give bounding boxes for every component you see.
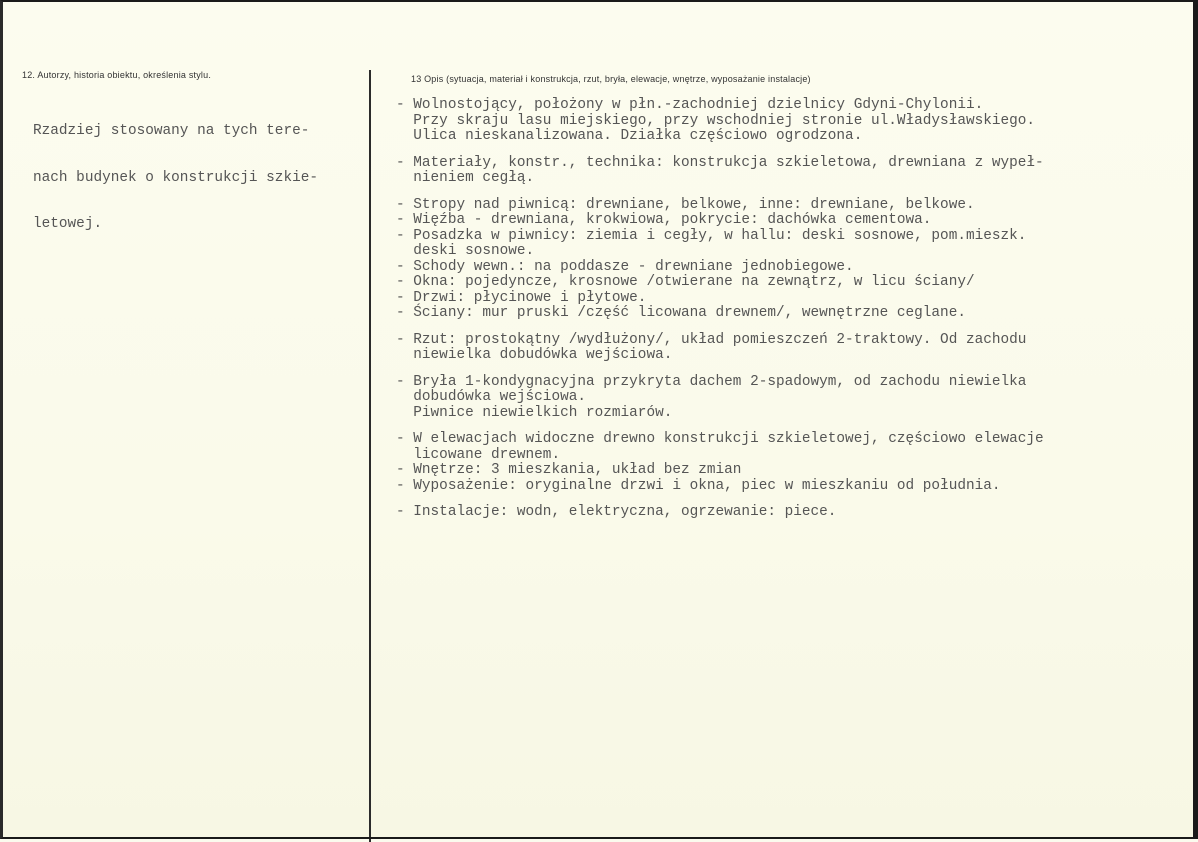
typed-line: - Stropy nad piwnicą: drewniane, belkowe, inne: drewniane, belkowe. <box>396 196 975 213</box>
typed-line: dobudówka wejściowa. <box>396 389 586 405</box>
description-item <box>396 98 1044 145</box>
typed-line: nach budynek o konstrukcji szkie- <box>33 169 318 186</box>
typed-line: - Schody wewn.: na poddasze - drewniane jednobiegowe. <box>396 258 854 275</box>
typed-line: - Wolnostojący, położony w płn.-zachodniej dzielnicy Gdyni-Chylonii. <box>396 97 984 113</box>
description-item <box>396 260 1044 276</box>
description-item <box>396 229 1044 260</box>
description-item <box>396 306 1044 322</box>
description-item <box>396 463 1044 479</box>
typed-line: Przy skraju lasu miejskiego, przy wschodniej stronie ul.Władysławskiego. <box>396 112 1036 129</box>
typed-line: - Materiały, konstr., technika: konstrukcja szkieletowa, drewniana z wypeł- <box>396 154 1044 171</box>
typed-line: niewielka dobudówka wejściowa. <box>396 347 673 363</box>
description-item <box>396 291 1044 307</box>
typed-line: - Instalacje: wodn, elektryczna, ogrzewanie: piece. <box>396 504 837 520</box>
typed-line: - Wyposażenie: oryginalne drzwi i okna, piec w mieszkaniu od południa. <box>396 477 1001 494</box>
typed-line: - Posadzka w piwnicy: ziemia i cegły, w hallu: deski sosnowe, pom.mieszk. <box>396 227 1027 244</box>
description-item <box>396 505 1044 521</box>
description-item <box>396 333 1044 364</box>
description-item <box>396 156 1044 187</box>
typed-line: - Okna: pojedyncze, krosnowe /otwierane na zewnątrz, w licu ściany/ <box>396 274 975 290</box>
authors-history-text <box>33 93 318 264</box>
description-item <box>396 375 1044 422</box>
typed-line: - Drzwi: płycinowe i płytowe. <box>396 289 647 306</box>
description-item <box>396 432 1044 463</box>
typed-line: - W elewacjach widoczne drewno konstrukcji szkieletowej, częściowo elewacje <box>396 431 1044 447</box>
description-text <box>396 98 1044 521</box>
typed-line: Piwnice niewielkich rozmiarów. <box>396 404 673 421</box>
description-item <box>396 479 1044 495</box>
typed-line: - Więźba - drewniana, krokwiowa, pokrycie: dachówka cementowa. <box>396 212 932 228</box>
typed-line: - Bryła 1-kondygnacyjna przykryta dachem 2-spadowym, od zachodu niewielka <box>396 373 1027 390</box>
record-card <box>3 2 1193 837</box>
description-item <box>396 213 1044 229</box>
typed-line: - Rzut: prostokątny /wydłużony/, układ pomieszczeń 2-traktowy. Od zachodu <box>396 331 1027 348</box>
section-12-heading: 12. Autorzy, historia obiektu, określenia stylu. <box>22 70 212 80</box>
typed-line: deski sosnowe. <box>396 243 535 259</box>
typed-line: nieniem cegłą. <box>396 170 535 186</box>
typed-line: Rzadziej stosowany na tych tere- <box>33 123 310 139</box>
description-item <box>396 275 1044 291</box>
typed-line: - Wnętrze: 3 mieszkania, układ bez zmian <box>396 462 742 478</box>
description-item <box>396 198 1044 214</box>
section-13-heading: 13 Opis (sytuacja, materiał i konstrukcja, rzut, bryła, elewacje, wnętrze, wyposażanie instalacje) <box>411 74 811 84</box>
typed-line: Ulica nieskanalizowana. Działka częściowo ogrodzona. <box>396 128 863 144</box>
typed-line: licowane drewnem. <box>396 446 561 463</box>
column-divider <box>369 70 371 842</box>
typed-line: letowej. <box>33 216 103 232</box>
typed-line: - Ściany: mur pruski /część licowana drewnem/, wewnętrzne ceglane. <box>396 305 966 321</box>
